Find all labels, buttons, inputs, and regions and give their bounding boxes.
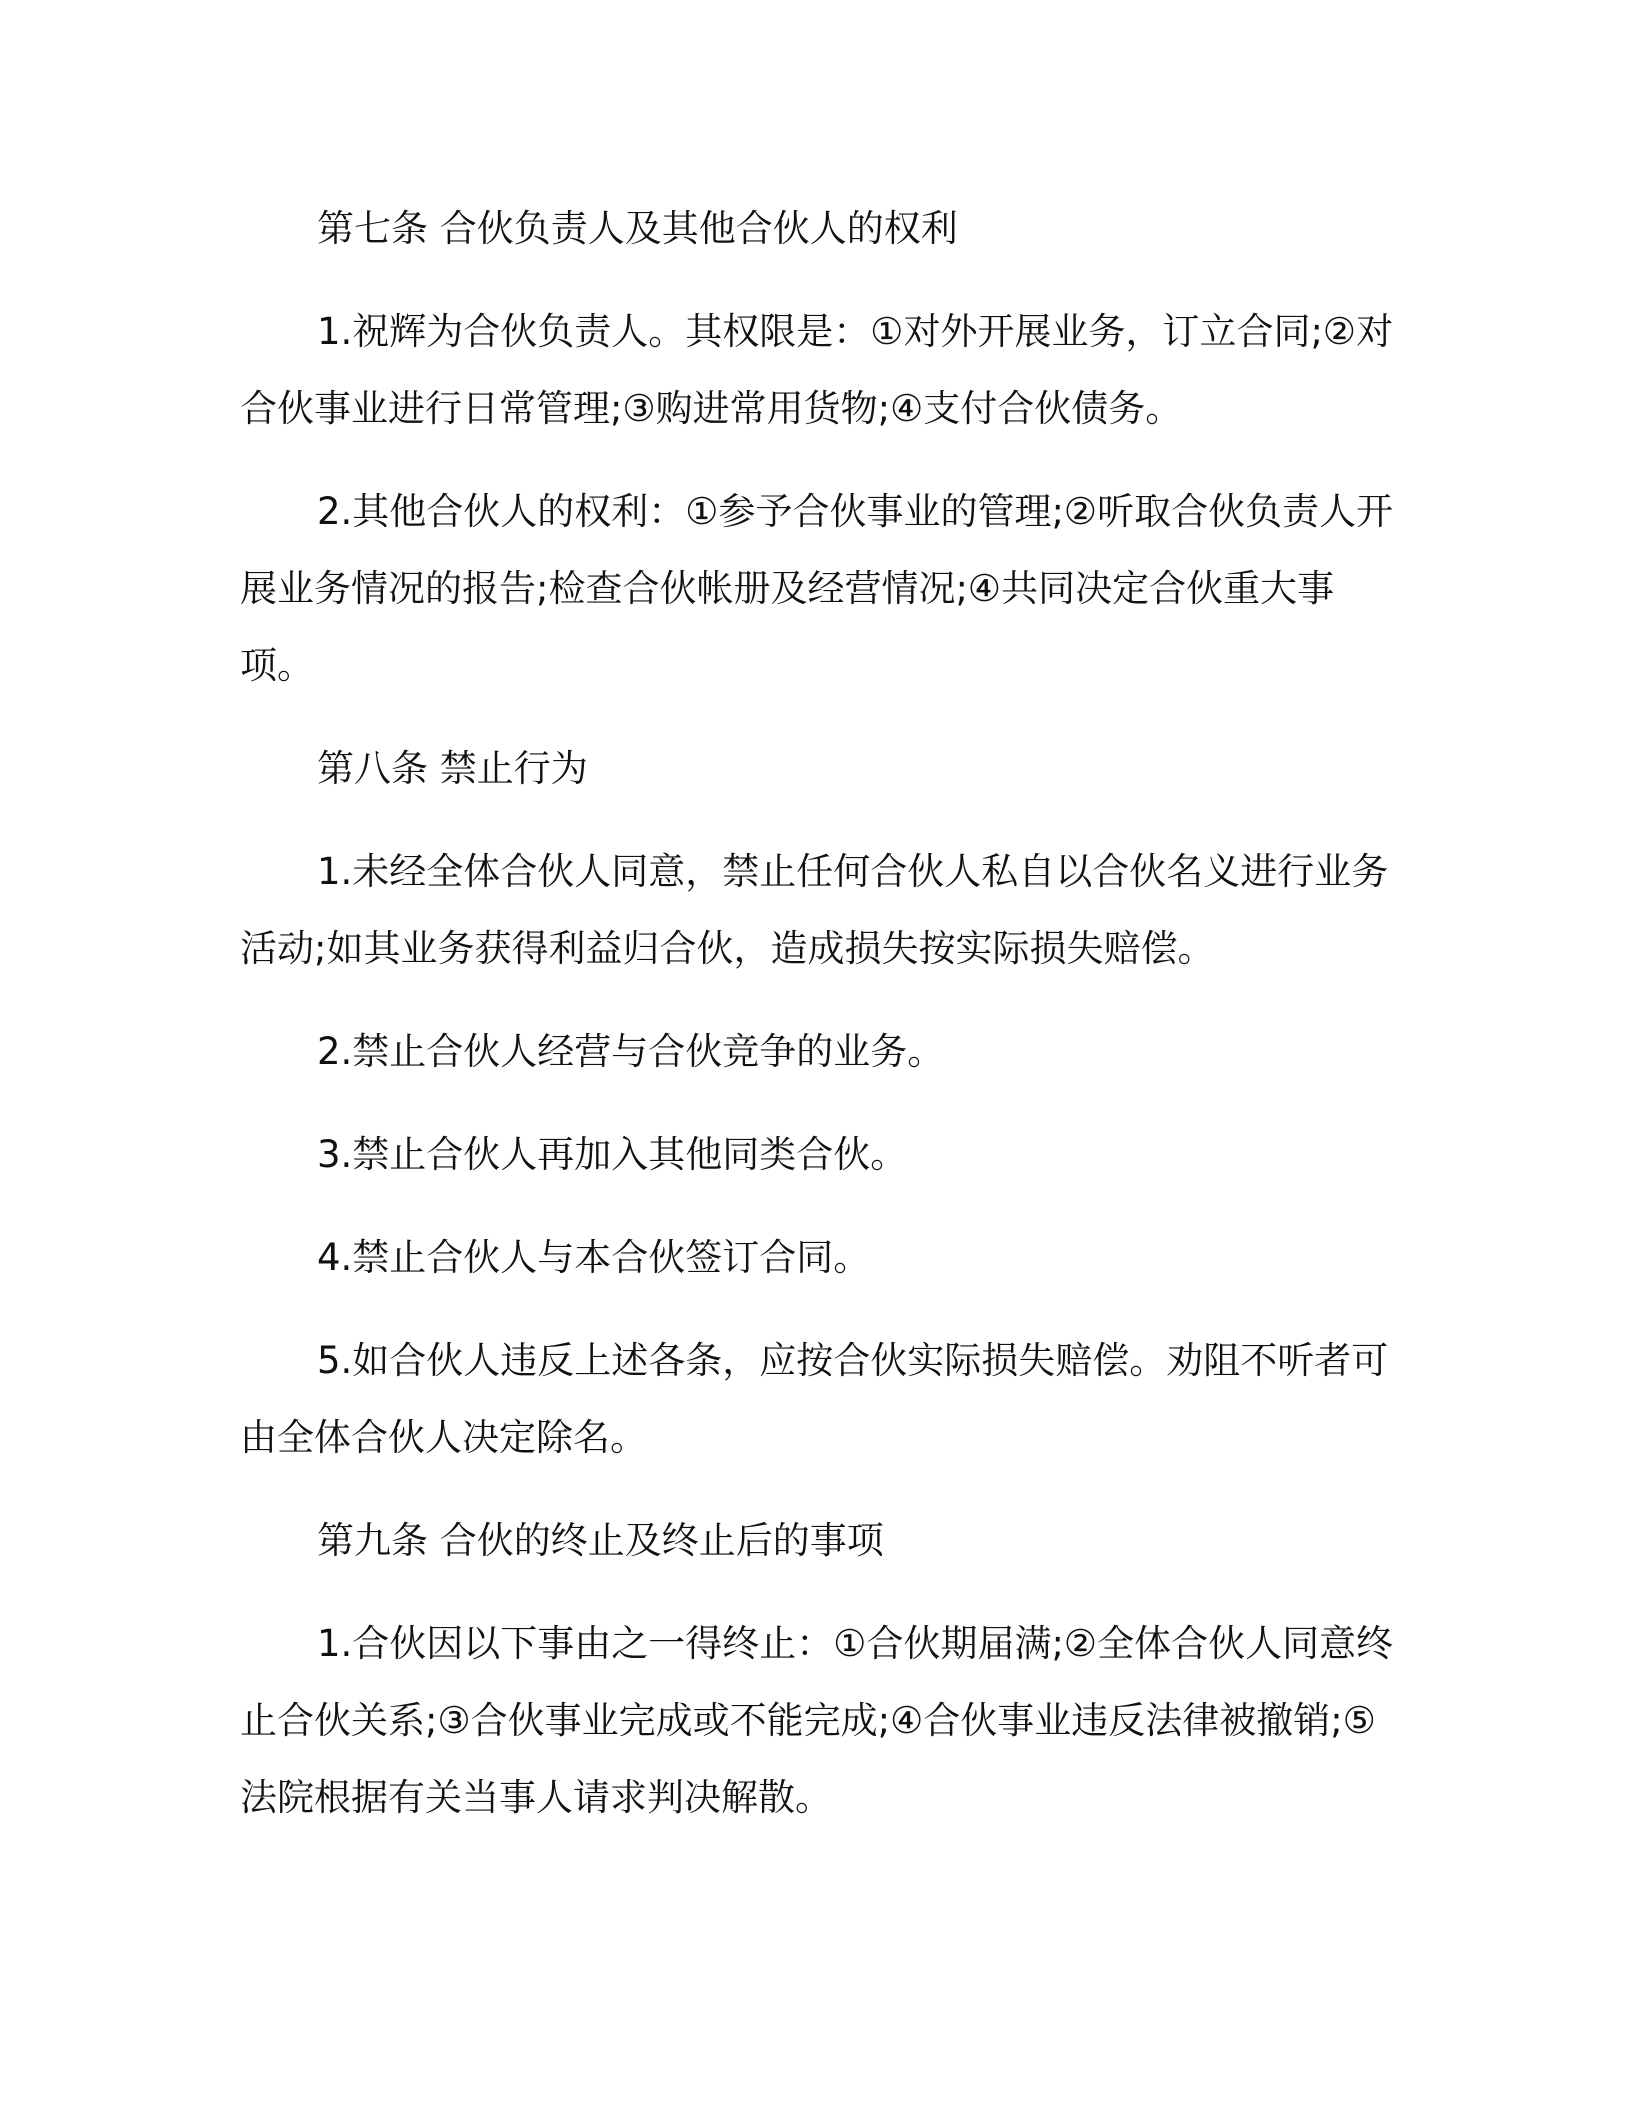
paragraph-8-3: 3.禁止合伙人再加入其他同类合伙。 xyxy=(317,1133,908,1176)
paragraph-7-2: 2.其他合伙人的权利：①参予合伙事业的管理;②听取合伙负责人开展业务情况的报告;检查合伙帐册及经营情况;④共同决定合伙重大事项。 xyxy=(240,490,1394,687)
section-heading-8: 第八条 禁止行为 xyxy=(317,747,588,790)
paragraph-8-5: 5.如合伙人违反上述各条，应按合伙实际损失赔偿。劝阻不听者可由全体合伙人决定除名。 xyxy=(240,1339,1389,1459)
section-heading-9: 第九条 合伙的终止及终止后的事项 xyxy=(317,1519,884,1562)
document-body xyxy=(240,190,1400,1862)
paragraph-9-1: 1.合伙因以下事由之一得终止：①合伙期届满;②全体合伙人同意终止合伙关系;③合伙事业完成或不能完成;④合伙事业违反法律被撤销;⑤法院根据有关当事人请求判决解散。 xyxy=(240,1622,1394,1819)
paragraph-8-1: 1.未经全体合伙人同意，禁止任何合伙人私自以合伙名义进行业务活动;如其业务获得利益归合伙，造成损失按实际损失赔偿。 xyxy=(240,850,1389,970)
paragraph-7-1: 1.祝辉为合伙负责人。其权限是：①对外开展业务，订立合同;②对合伙事业进行日常管理;③购进常用货物;④支付合伙债务。 xyxy=(240,310,1394,430)
section-heading-7: 第七条 合伙负责人及其他合伙人的权利 xyxy=(317,207,958,250)
paragraph-8-2: 2.禁止合伙人经营与合伙竞争的业务。 xyxy=(317,1030,945,1073)
paragraph-8-4: 4.禁止合伙人与本合伙签订合同。 xyxy=(317,1236,871,1279)
